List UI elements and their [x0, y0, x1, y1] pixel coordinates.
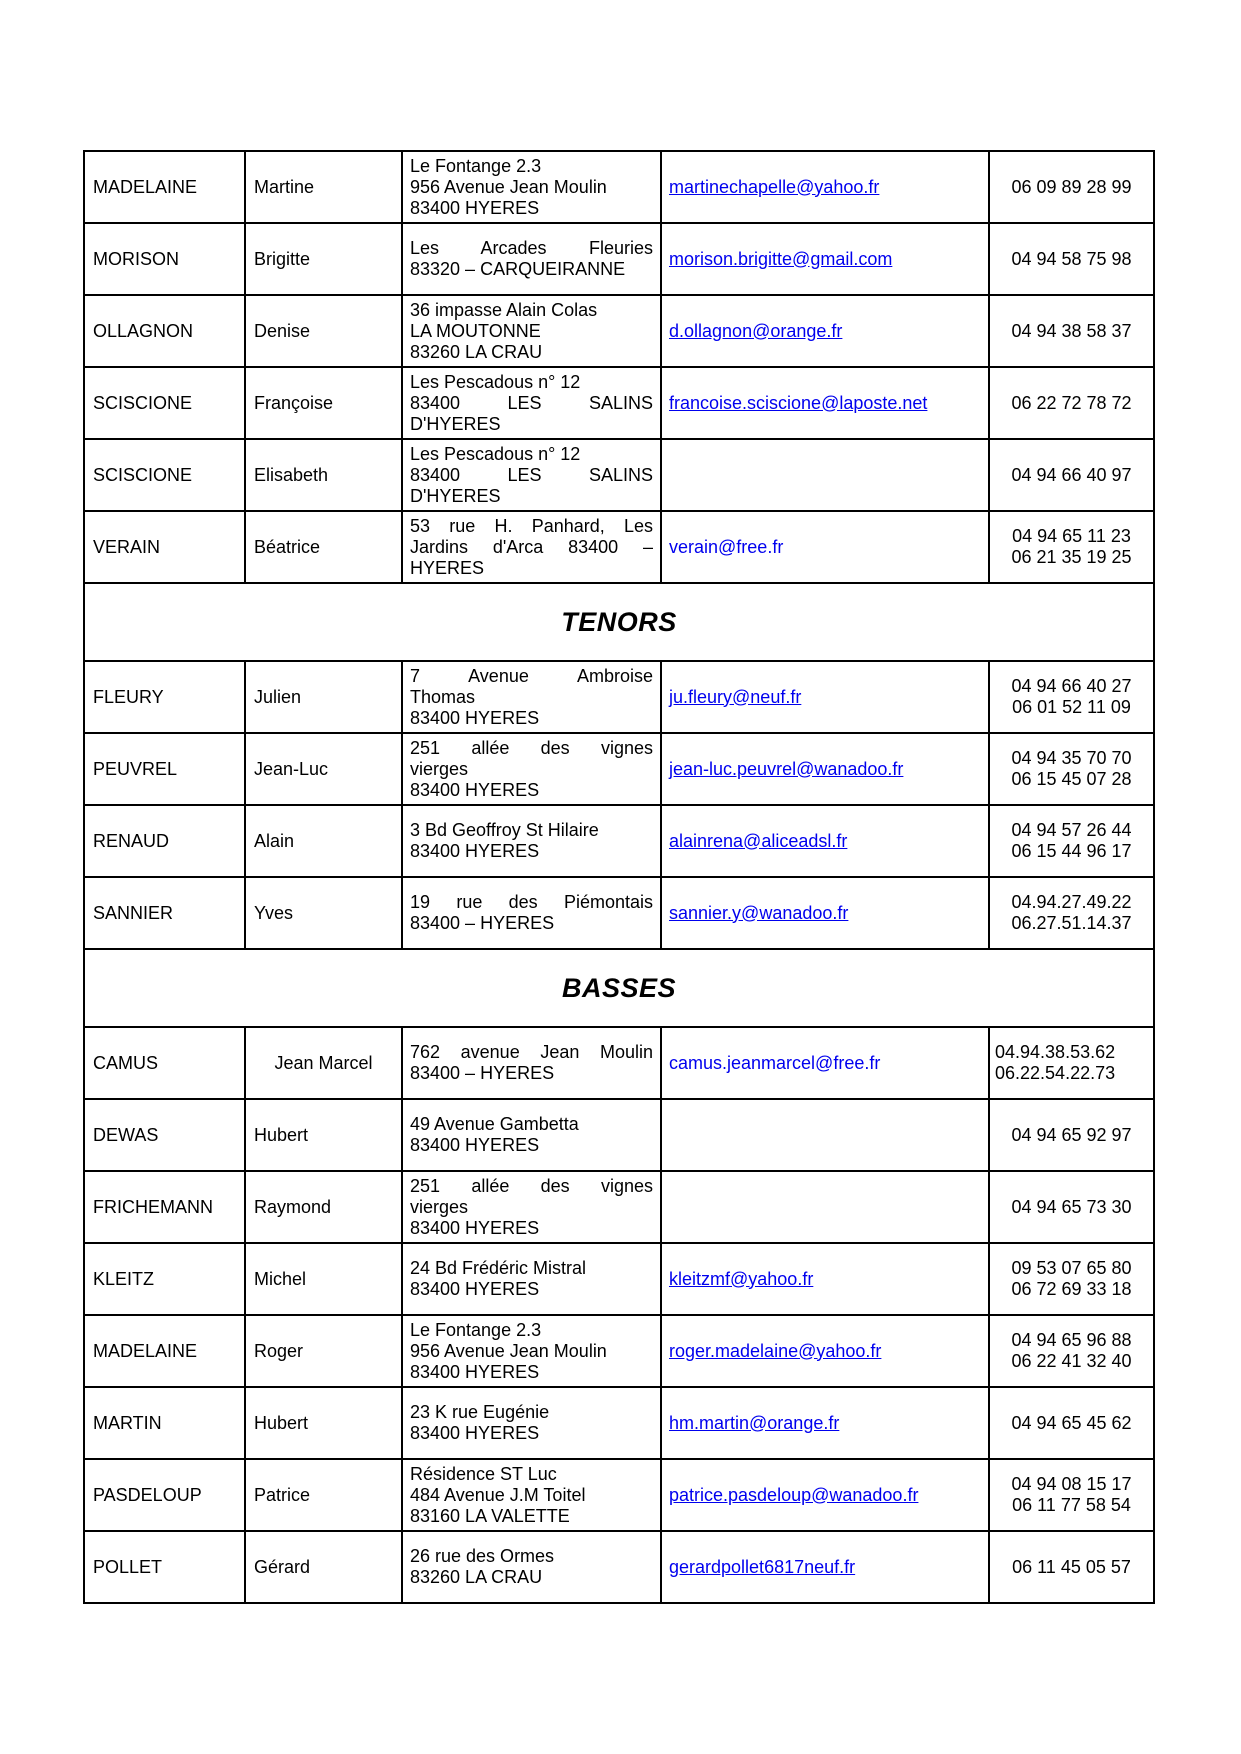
phone-number: 04 94 65 45 62: [1011, 1412, 1132, 1433]
email-link[interactable]: morison.brigitte@gmail.com: [669, 248, 893, 269]
email-link[interactable]: jean-luc.peuvrel@wanadoo.fr: [669, 758, 904, 779]
address-line: 83260 LA CRAU: [410, 1567, 543, 1587]
phone-number: 06 15 44 96 17: [1011, 841, 1132, 861]
table-row: [84, 439, 1154, 511]
email-link[interactable]: francoise.sciscione@laposte.net: [669, 392, 928, 413]
address-cell: [402, 1027, 661, 1099]
phone-number: 04.94.38.53.62: [995, 1042, 1116, 1062]
address-cell: [402, 367, 661, 439]
address-cell: [402, 1387, 661, 1459]
last-name-cell: KLEITZ: [84, 1243, 245, 1315]
phone-number: 06 15 45 07 28: [1011, 769, 1132, 789]
address-cell: [402, 805, 661, 877]
email-link[interactable]: camus.jeanmarcel@free.fr: [669, 1052, 881, 1073]
email-link[interactable]: hm.martin@orange.fr: [669, 1412, 840, 1433]
first-name-cell: Alain: [245, 805, 402, 877]
address-line: HYERES: [410, 557, 485, 578]
first-name-cell: Elisabeth: [245, 439, 402, 511]
phone-number: 09 53 07 65 80: [1011, 1258, 1132, 1278]
address-cell: [402, 1171, 661, 1243]
email-cell: [661, 367, 989, 439]
first-name-cell: Jean-Luc: [245, 733, 402, 805]
last-name-cell: MADELAINE: [84, 151, 245, 223]
address-line: 83400 HYERES: [410, 707, 540, 728]
last-name-cell: PASDELOUP: [84, 1459, 245, 1531]
address-line: 956 Avenue Jean Moulin: [410, 176, 607, 197]
phone-number: 04 94 65 11 23: [1012, 526, 1131, 546]
last-name-cell: SANNIER: [84, 877, 245, 949]
first-name-cell: Jean Marcel: [245, 1027, 402, 1099]
address-line: LA MOUTONNE: [410, 320, 541, 341]
first-name-cell: Brigitte: [245, 223, 402, 295]
email-link[interactable]: patrice.pasdeloup@wanadoo.fr: [669, 1484, 919, 1505]
phone-cell: [989, 1315, 1154, 1387]
last-name-cell: FLEURY: [84, 661, 245, 733]
address-line: 956 Avenue Jean Moulin: [410, 1340, 607, 1361]
first-name-cell: Gérard: [245, 1531, 402, 1603]
email-cell: [661, 733, 989, 805]
phone-number: 04 94 66 40 97: [1011, 464, 1132, 485]
email-link[interactable]: alainrena@aliceadsl.fr: [669, 830, 848, 851]
address-cell: [402, 511, 661, 583]
phone-number: 06 21 35 19 25: [1011, 547, 1132, 567]
address-line: Résidence ST Luc: [410, 1463, 557, 1484]
phone-number: 06 09 89 28 99: [1011, 176, 1132, 197]
email-cell: [661, 661, 989, 733]
phone-cell: [989, 1531, 1154, 1603]
email-cell: [661, 877, 989, 949]
table-row: [84, 661, 1154, 733]
address-line: 83160 LA VALETTE: [410, 1505, 570, 1526]
address-line: Les Pescadous n° 12: [410, 443, 581, 464]
phone-cell: [989, 661, 1154, 733]
phone-number: 06 22 72 78 72: [1011, 392, 1132, 413]
address-cell: [402, 733, 661, 805]
address-line: Jardins d'Arca 83400 –: [410, 536, 653, 557]
section-header: TENORS: [84, 583, 1154, 661]
phone-number: 04 94 65 92 97: [1011, 1124, 1132, 1145]
section-header: BASSES: [84, 949, 1154, 1027]
address-cell: [402, 439, 661, 511]
table-row: [84, 805, 1154, 877]
last-name-cell: POLLET: [84, 1531, 245, 1603]
phone-cell: [989, 511, 1154, 583]
address-line: 762 avenue Jean Moulin: [410, 1042, 653, 1062]
address-line: 251 allée des vignes: [410, 737, 653, 758]
phone-number: 04 94 38 58 37: [1011, 320, 1132, 341]
email-link[interactable]: gerardpollet6817neuf.fr: [669, 1556, 856, 1577]
first-name-cell: Julien: [245, 661, 402, 733]
last-name-cell: FRICHEMANN: [84, 1171, 245, 1243]
address-line: 3 Bd Geoffroy St Hilaire: [410, 820, 599, 840]
address-line: 83260 LA CRAU: [410, 341, 543, 362]
table-row: [84, 223, 1154, 295]
last-name-cell: CAMUS: [84, 1027, 245, 1099]
table-row: [84, 367, 1154, 439]
last-name-cell: RENAUD: [84, 805, 245, 877]
address-line: 49 Avenue Gambetta: [410, 1114, 579, 1134]
contacts-table: [83, 150, 1155, 1604]
first-name-cell: Roger: [245, 1315, 402, 1387]
first-name-cell: Hubert: [245, 1387, 402, 1459]
email-cell: [661, 511, 989, 583]
address-cell: [402, 661, 661, 733]
phone-cell: [989, 151, 1154, 223]
table-row: [84, 1459, 1154, 1531]
phone-cell: [989, 1099, 1154, 1171]
address-cell: [402, 1459, 661, 1531]
table-row: [84, 733, 1154, 805]
last-name-cell: SCISCIONE: [84, 367, 245, 439]
email-link[interactable]: kleitzmf@yahoo.fr: [669, 1268, 814, 1289]
address-line: vierges: [410, 758, 469, 779]
address-line: 26 rue des Ormes: [410, 1546, 555, 1566]
address-line: 23 K rue Eugénie: [410, 1402, 550, 1422]
table-row: [84, 1027, 1154, 1099]
phone-number: 04 94 65 73 30: [1011, 1196, 1132, 1217]
first-name-cell: Michel: [245, 1243, 402, 1315]
phone-cell: [989, 367, 1154, 439]
email-cell: [661, 1099, 989, 1171]
last-name-cell: MARTIN: [84, 1387, 245, 1459]
address-line: 83400 HYERES: [410, 1217, 540, 1238]
first-name-cell: Patrice: [245, 1459, 402, 1531]
address-line: 7 Avenue Ambroise: [410, 665, 653, 686]
phone-cell: [989, 439, 1154, 511]
address-line: 83400 HYERES: [410, 1279, 540, 1299]
phone-number: 06.22.54.22.73: [995, 1063, 1116, 1083]
address-line: 24 Bd Frédéric Mistral: [410, 1258, 587, 1278]
phone-cell: [989, 877, 1154, 949]
last-name-cell: OLLAGNON: [84, 295, 245, 367]
table-row: [84, 1315, 1154, 1387]
phone-cell: [989, 1459, 1154, 1531]
address-line: 251 allée des vignes: [410, 1175, 653, 1196]
email-cell: [661, 1243, 989, 1315]
address-line: 83400 LES SALINS: [410, 464, 653, 485]
email-cell: [661, 439, 989, 511]
phone-number: 06 01 52 11 09: [1012, 697, 1131, 717]
email-link[interactable]: ju.fleury@neuf.fr: [669, 686, 802, 707]
email-cell: [661, 805, 989, 877]
last-name-cell: MADELAINE: [84, 1315, 245, 1387]
phone-cell: [989, 805, 1154, 877]
first-name-cell: Hubert: [245, 1099, 402, 1171]
address-line: 83400 HYERES: [410, 1135, 540, 1155]
last-name-cell: VERAIN: [84, 511, 245, 583]
table-row: [84, 511, 1154, 583]
email-link[interactable]: d.ollagnon@orange.fr: [669, 320, 843, 341]
address-line: 484 Avenue J.M Toitel: [410, 1484, 586, 1505]
email-cell: [661, 1171, 989, 1243]
email-link[interactable]: sannier.y@wanadoo.fr: [669, 902, 849, 923]
email-cell: [661, 1531, 989, 1603]
contacts-table-body: [84, 151, 1154, 1603]
first-name-cell: Denise: [245, 295, 402, 367]
phone-cell: [989, 1171, 1154, 1243]
table-row: [84, 1171, 1154, 1243]
first-name-cell: Béatrice: [245, 511, 402, 583]
address-cell: [402, 877, 661, 949]
table-row: [84, 1099, 1154, 1171]
phone-cell: [989, 1027, 1154, 1099]
email-link[interactable]: martinechapelle@yahoo.fr: [669, 176, 880, 197]
address-cell: [402, 1099, 661, 1171]
phone-cell: [989, 295, 1154, 367]
first-name-cell: Martine: [245, 151, 402, 223]
email-cell: [661, 295, 989, 367]
email-cell: [661, 1387, 989, 1459]
address-line: Le Fontange 2.3: [410, 155, 542, 176]
phone-number: 04 94 35 70 70: [1011, 748, 1132, 768]
last-name-cell: PEUVREL: [84, 733, 245, 805]
section-row: [84, 949, 1154, 1027]
address-cell: [402, 1531, 661, 1603]
address-line: 83400 HYERES: [410, 1361, 540, 1382]
phone-cell: [989, 733, 1154, 805]
address-line: Les Pescadous n° 12: [410, 371, 581, 392]
phone-number: 06 11 45 05 57: [1012, 1556, 1131, 1577]
phone-number: 04 94 65 96 88: [1011, 1330, 1132, 1350]
phone-number: 06.27.51.14.37: [1011, 913, 1132, 933]
section-row: [84, 583, 1154, 661]
address-line: 83400 HYERES: [410, 841, 540, 861]
table-row: [84, 1387, 1154, 1459]
address-line: 83400 HYERES: [410, 197, 540, 218]
address-line: Les Arcades Fleuries: [410, 238, 653, 258]
address-line: 83400 – HYERES: [410, 1063, 555, 1083]
address-line: 36 impasse Alain Colas: [410, 299, 598, 320]
first-name-cell: Yves: [245, 877, 402, 949]
email-cell: [661, 1315, 989, 1387]
address-line: vierges: [410, 1196, 469, 1217]
phone-number: 04 94 57 26 44: [1011, 820, 1132, 840]
last-name-cell: SCISCIONE: [84, 439, 245, 511]
address-line: 83400 HYERES: [410, 1423, 540, 1443]
address-line: Thomas: [410, 686, 476, 707]
address-line: 83320 – CARQUEIRANNE: [410, 259, 626, 279]
address-line: 53 rue H. Panhard, Les: [410, 515, 653, 536]
address-cell: [402, 1243, 661, 1315]
phone-number: 04 94 66 40 27: [1011, 676, 1132, 696]
address-cell: [402, 223, 661, 295]
email-cell: [661, 1027, 989, 1099]
phone-number: 04 94 58 75 98: [1011, 248, 1132, 269]
address-line: 83400 – HYERES: [410, 913, 555, 933]
last-name-cell: DEWAS: [84, 1099, 245, 1171]
address-cell: [402, 295, 661, 367]
phone-number: 06 11 77 58 54: [1012, 1495, 1131, 1515]
table-row: [84, 877, 1154, 949]
phone-cell: [989, 1387, 1154, 1459]
first-name-cell: Françoise: [245, 367, 402, 439]
phone-number: 04 94 08 15 17: [1011, 1474, 1132, 1494]
address-line: D'HYERES: [410, 485, 501, 506]
email-cell: [661, 1459, 989, 1531]
first-name-cell: Raymond: [245, 1171, 402, 1243]
phone-cell: [989, 1243, 1154, 1315]
address-cell: [402, 1315, 661, 1387]
phone-number: 06 72 69 33 18: [1011, 1279, 1132, 1299]
email-link[interactable]: roger.madelaine@yahoo.fr: [669, 1340, 882, 1361]
phone-number: 04.94.27.49.22: [1011, 892, 1132, 912]
address-line: D'HYERES: [410, 413, 501, 434]
address-line: 83400 HYERES: [410, 779, 540, 800]
address-cell: [402, 151, 661, 223]
table-row: [84, 151, 1154, 223]
table-row: [84, 295, 1154, 367]
table-row: [84, 1531, 1154, 1603]
last-name-cell: MORISON: [84, 223, 245, 295]
address-line: 83400 LES SALINS: [410, 392, 653, 413]
table-row: [84, 1243, 1154, 1315]
email-cell: [661, 223, 989, 295]
phone-number: 06 22 41 32 40: [1011, 1351, 1132, 1371]
email-cell: [661, 151, 989, 223]
email-link[interactable]: verain@free.fr: [669, 536, 784, 557]
address-line: Le Fontange 2.3: [410, 1319, 542, 1340]
address-line: 19 rue des Piémontais: [410, 892, 653, 912]
phone-cell: [989, 223, 1154, 295]
